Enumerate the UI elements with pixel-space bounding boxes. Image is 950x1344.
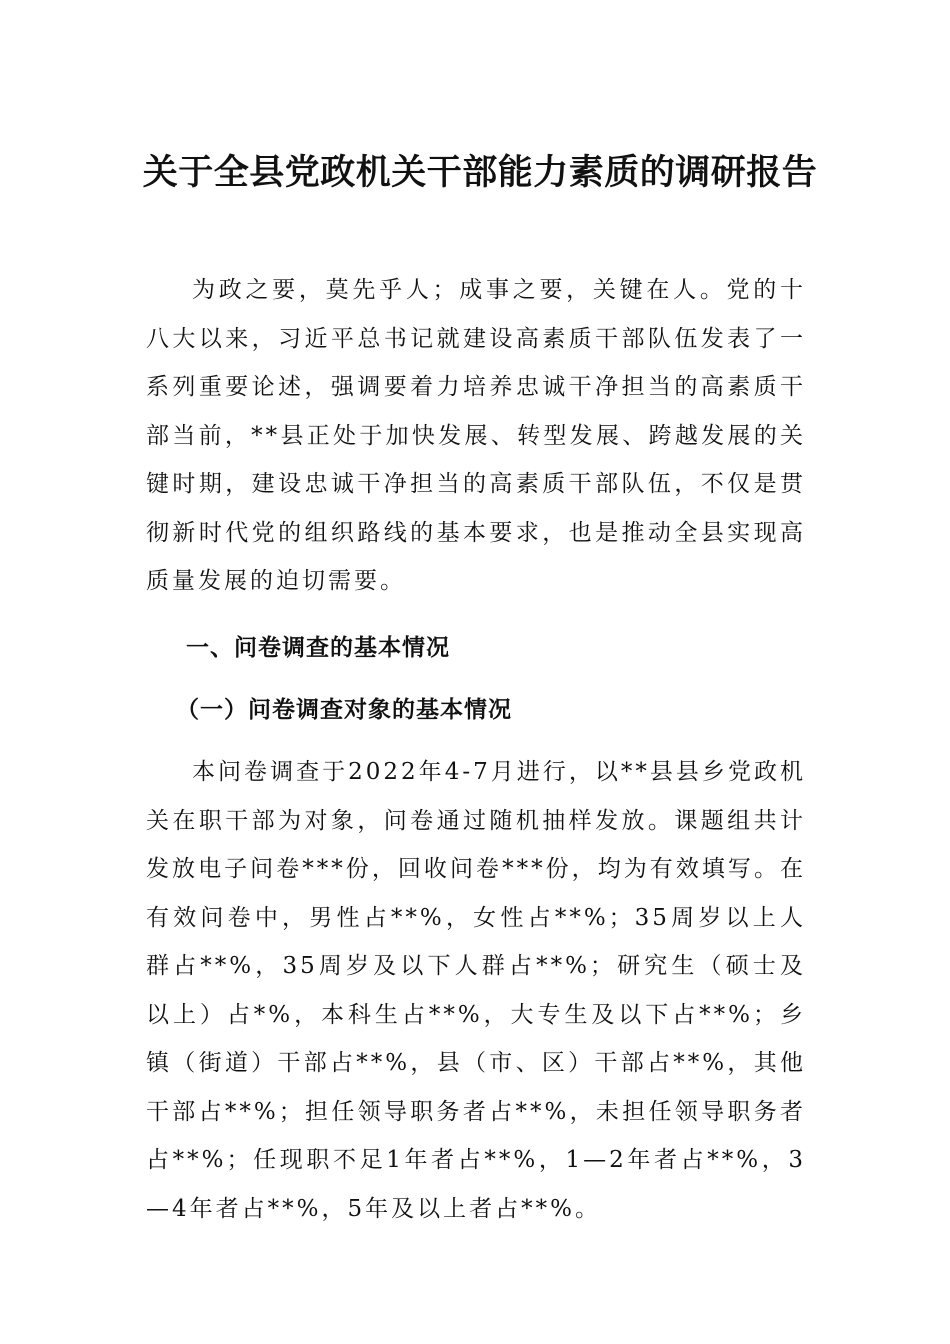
intro-paragraph: 为政之要，莫先乎人；成事之要，关键在人。党的十八大以来，习近平总书记就建设高素质干部队伍发表了一系列重要论述，强调要着力培养忠诚干净担当的高素质干部当前，**县正处于加快发展、转型发展、跨越发展的关键时期，建设忠诚干净担当的高素质干部队伍，不仅是贯彻新时代党的组织路线的基本要求，也是推动全县实现高质量发展的迫切需要。 [146,277,806,594]
subsection-heading: （一）问卷调查对象的基本情况 [176,697,512,723]
survey-paragraph: 本问卷调查于2022年4-7月进行，以**县县乡党政机关在职干部为对象，问卷通过随机抽样发放。课题组共计发放电子问卷***份，回收问卷***份，均为有效填写。在有效问卷中，男性占**%，女性占**%；35周岁以上人群占**%，35周岁及以下人群占**%；研究生（硕士及以上）占*%，本科生占**%，大专生及以下占**%；乡镇（街道）干部占**%，县（市、区）干部占**%，其他干部占**%；担任领导职务者占**%，未担任领导职务者占**%；任现职不足1年者占**%，1—2年者占**%，3—4年者占**%，5年及以上者占**%。 [146,759,806,1222]
document-title: 关于全县党政机关干部能力素质的调研报告 [142,152,818,193]
section-heading: 一、问卷调查的基本情况 [186,635,450,661]
